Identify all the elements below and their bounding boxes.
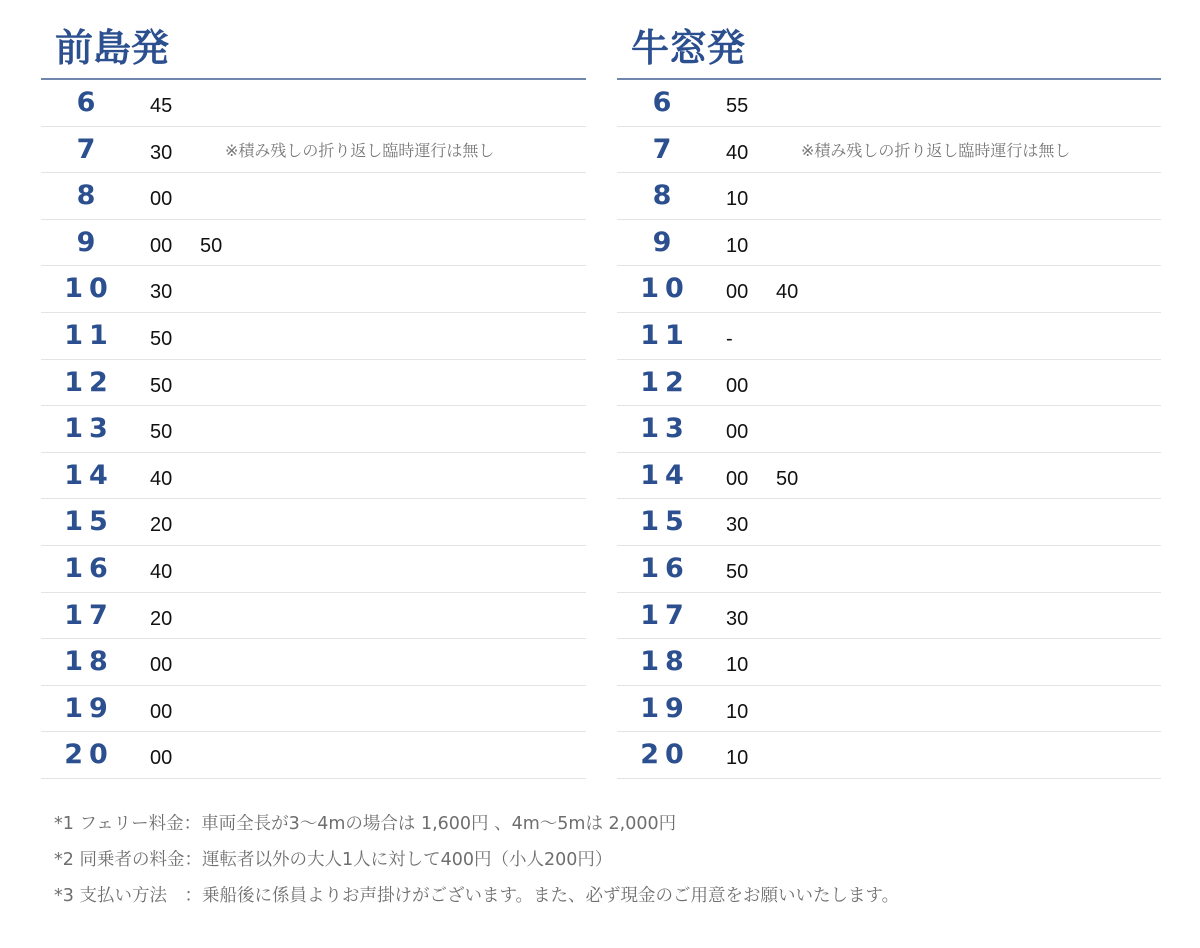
departure-minute: 00 [150,654,173,677]
footnote-passenger-fee: *2 同乗者の料金：運転者以外の大人1人に対して400円（小人200円） [54,850,613,870]
departure-minute: 40 [776,281,799,304]
hour-label: 19 [640,692,690,724]
hour-label: 16 [640,552,690,584]
timetable-row [617,80,1161,127]
departure-minute: 10 [726,700,749,723]
hour-label: 19 [64,692,114,724]
timetable-row [617,593,1161,640]
departure-minute: 00 [150,747,173,770]
no-extra-service-note: ※積み残しの折り返し臨時運行は無し [225,140,495,160]
timetable-row [617,173,1161,220]
timetable-row [617,220,1161,267]
departure-minute: 10 [726,747,749,770]
departure-minute: 10 [726,234,749,257]
hour-label: 6 [76,87,102,118]
timetable-row [41,406,586,453]
departure-minute: 50 [200,234,223,257]
departure-minute: 10 [726,188,749,211]
departure-minute: 00 [726,421,749,444]
departure-minute: 40 [150,560,173,583]
hour-label: 20 [64,739,114,771]
hour-label: 17 [64,599,114,631]
timetable-row [617,686,1161,733]
hour-label: 12 [64,366,114,398]
hour-label: 17 [640,599,690,631]
hour-label: 8 [652,180,678,212]
departure-minute: 30 [726,607,749,630]
departure-minute: 00 [726,281,749,304]
hour-label: 10 [64,273,114,305]
hour-label: 13 [64,413,114,445]
ushimado-rows [617,80,1161,779]
hour-label: 11 [64,319,114,351]
timetable-row [41,639,586,686]
timetable-row [41,546,586,593]
timetable-row [617,266,1161,313]
departure-minute: 50 [150,327,173,350]
hour-label: 11 [640,319,690,351]
hour-label: 18 [640,646,690,678]
timetable-row [41,686,586,733]
timetable-row [617,127,1161,174]
timetable-row [41,499,586,546]
hour-label: 6 [652,87,678,118]
hour-label: 7 [652,133,678,165]
footnote-ferry-fee: *1 フェリー料金：車両全長が3〜4mの場合は 1,600円 、4m〜5mは 2,000円 [54,814,677,834]
hour-label: 9 [652,226,678,258]
departure-minute: 50 [150,421,173,444]
hour-label: 9 [76,226,102,258]
hour-label: 14 [640,459,690,491]
timetable-row [41,593,586,640]
hour-label: 12 [640,366,690,398]
timetable-row [617,639,1161,686]
departure-minute: 00 [150,188,173,211]
hour-label: 8 [76,180,102,212]
departure-minute: 50 [776,467,799,490]
departure-minute: 20 [150,514,173,537]
hour-label: 10 [640,273,690,305]
hour-label: 7 [76,133,102,165]
timetable-row [41,266,586,313]
timetable-row [617,406,1161,453]
departure-minute: 40 [726,141,749,164]
maejima-timetable [41,20,586,779]
departure-minute: 45 [150,95,173,117]
hour-label: 16 [64,552,114,584]
timetable-row [617,313,1161,360]
departure-minute: 00 [150,700,173,723]
departure-minute: 30 [726,514,749,537]
hour-label: 15 [640,506,690,538]
maejima-title: 前島発 [41,20,586,80]
departure-minute: 50 [150,374,173,397]
departure-minute: - [726,327,733,350]
timetable-row [41,173,586,220]
timetable-row [41,220,586,267]
timetable-row [41,732,586,779]
departure-minute: 00 [726,467,749,490]
ushimado-title: 牛窓発 [617,20,1161,80]
footnote-payment-method: *3 支払い方法 ：乗船後に係員よりお声掛けがございます。また、必ず現金のご用意をお願いいたします。 [54,886,900,906]
departure-minute: 00 [726,374,749,397]
ushimado-timetable [617,20,1161,779]
timetable-row [41,127,586,174]
timetable-row [617,360,1161,407]
hour-label: 13 [640,413,690,445]
hour-label: 18 [64,646,114,678]
timetable-row [41,453,586,500]
departure-minute: 10 [726,654,749,677]
departure-minute: 50 [726,560,749,583]
timetable-row [617,453,1161,500]
timetable-row [617,499,1161,546]
timetable-row [41,360,586,407]
footnotes [54,806,1154,914]
departure-minute: 40 [150,467,173,490]
timetable-row [617,732,1161,779]
hour-label: 20 [640,739,690,771]
no-extra-service-note: ※積み残しの折り返し臨時運行は無し [801,140,1071,160]
departure-minute: 30 [150,141,173,164]
maejima-rows [41,80,586,779]
timetable-row [41,313,586,360]
departure-minute: 20 [150,607,173,630]
timetable-row [41,80,586,127]
hour-label: 15 [64,506,114,538]
hour-label: 14 [64,459,114,491]
departure-minute: 55 [726,95,749,117]
departure-minute: 30 [150,281,173,304]
departure-minute: 00 [150,234,173,257]
timetable-row [617,546,1161,593]
